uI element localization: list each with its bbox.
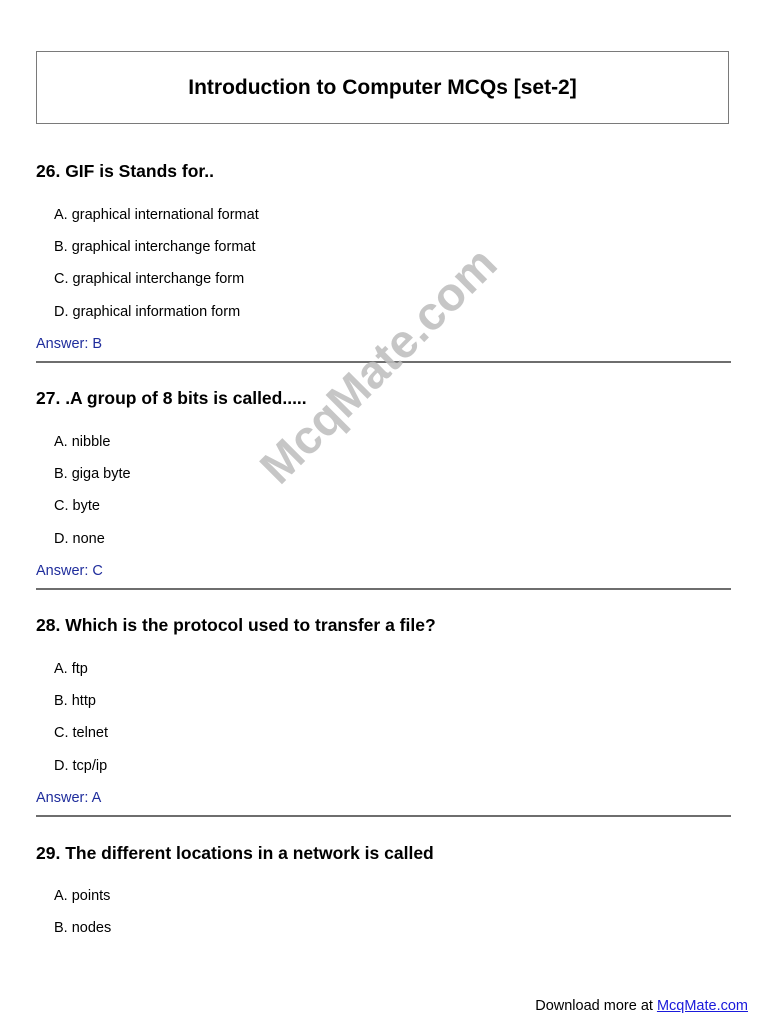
question-text: 27. .A group of 8 bits is called..... [36,388,307,408]
option-b: B. graphical interchange format [54,239,256,255]
option-a: A. nibble [54,434,111,450]
option-c: C. telnet [54,725,108,741]
option-d: D. tcp/ip [54,758,108,774]
answer-label: Answer: B [36,336,103,352]
title-box [36,51,729,124]
option-b: B. nodes [54,920,112,936]
option-b: B. http [54,693,96,709]
divider [36,588,731,590]
option-a: A. points [54,888,111,904]
question-text: 28. Which is the protocol used to transfer a file? [36,615,436,635]
divider [36,815,731,817]
question-text: 26. GIF is Stands for.. [36,161,214,181]
option-d: D. none [54,531,105,547]
question-text: 29. The different locations in a network is called [36,843,434,863]
option-c: C. byte [54,498,100,514]
watermark: McqMate.com [249,236,507,494]
answer-label: Answer: C [36,563,103,579]
footer [535,998,748,1014]
option-a: A. graphical international format [54,207,259,223]
option-a: A. ftp [54,661,88,677]
option-b: B. giga byte [54,466,131,482]
answer-label: Answer: A [36,790,102,806]
page-title: Introduction to Computer MCQs [set-2] [188,75,577,99]
option-d: D. graphical information form [54,304,241,320]
footer-link[interactable]: McqMate.com [656,998,748,1014]
option-c: C. graphical interchange form [54,271,245,287]
footer-prefix: Download more at [535,998,657,1014]
